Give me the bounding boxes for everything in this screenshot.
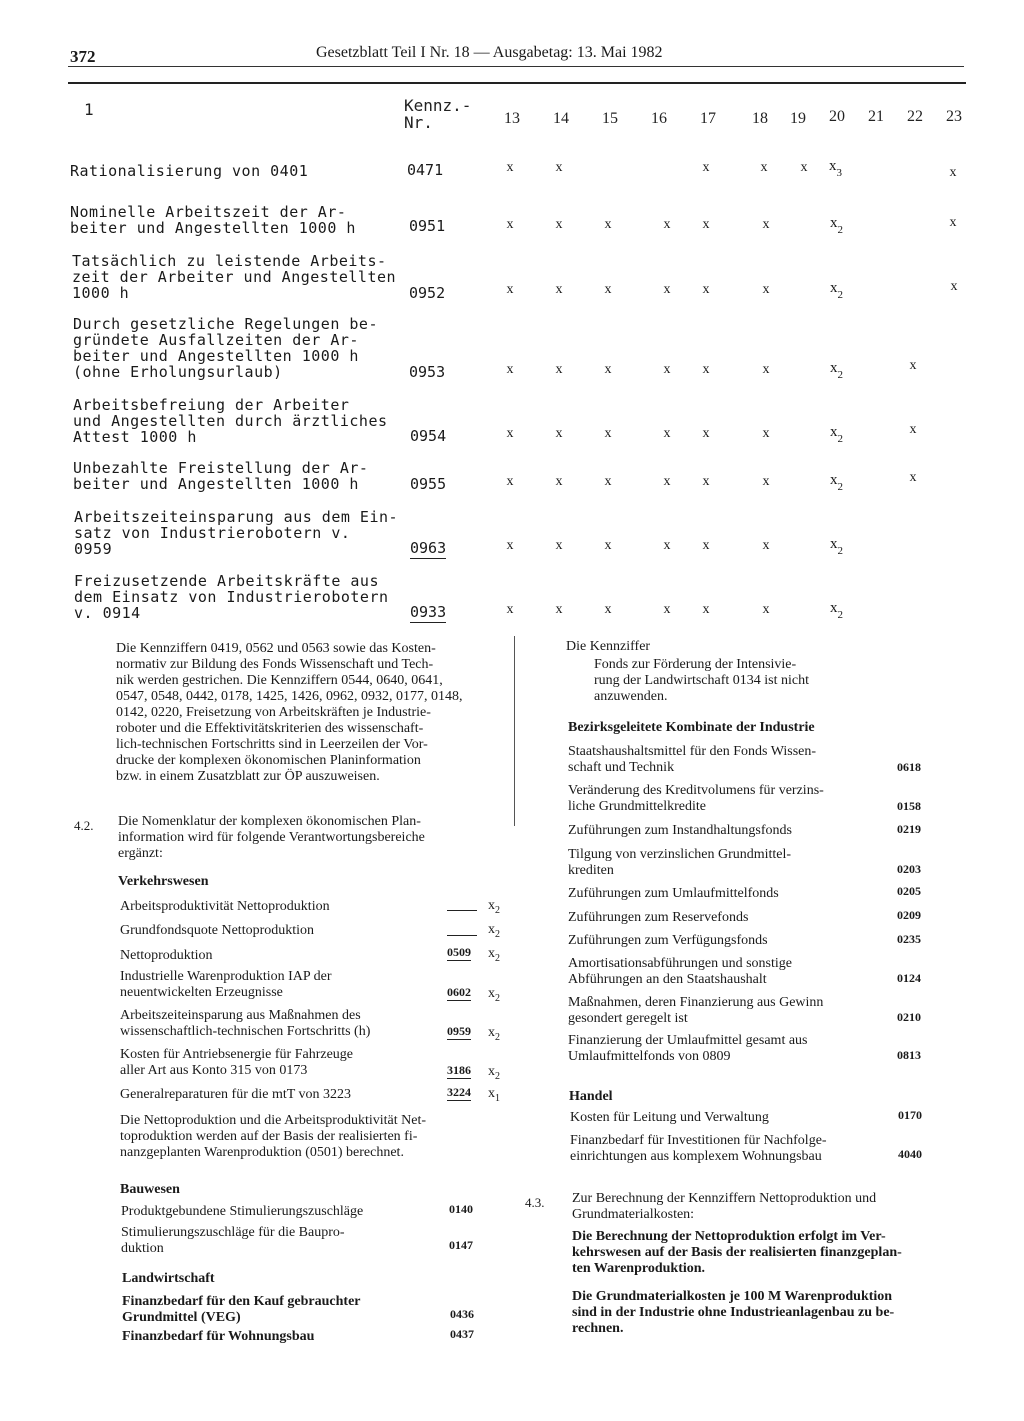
row-mark: x: [663, 217, 671, 232]
row-mark: x: [663, 602, 671, 617]
item-code: 0158: [897, 799, 921, 813]
row-label: Tatsächlich zu leistende Arbeits- zeit der Arbeiter und Angestellten 1000 h: [72, 252, 397, 302]
column-header-22: 22: [907, 108, 923, 125]
item-label: Stimulierungszuschläge für die Baupro- duktion: [121, 1225, 345, 1256]
item-label: Generalreparaturen für die mtT von 3223: [120, 1087, 352, 1102]
row-code: 0952: [409, 284, 446, 302]
row-mark: x: [702, 474, 710, 489]
row-mark: x: [506, 538, 514, 553]
row-mark: x: [909, 422, 917, 437]
item-code: 0437: [450, 1327, 474, 1341]
item-code: 3186: [447, 1063, 471, 1077]
item-label: Zuführungen zum Reservefonds: [568, 910, 749, 925]
row-mark: x: [506, 426, 514, 441]
kennziffer-title: Die Kennziffer: [566, 639, 651, 654]
row-mark: x: [506, 362, 514, 377]
empty-code-line: [447, 935, 477, 936]
row-mark-x2: $x_2$: [830, 600, 843, 621]
item-marker: $x_2$: [488, 1025, 500, 1043]
row-mark-x2: $x_2$: [830, 536, 843, 557]
row-mark: x: [604, 426, 612, 441]
item-code: 0209: [897, 908, 921, 922]
item-code: 0219: [897, 822, 921, 836]
column-header-kennz: Kennz.- Nr.: [404, 96, 472, 132]
row-mark: x: [506, 217, 514, 232]
item-label: Finanzierung der Umlaufmittel gesamt aus Umlaufmittelfonds von 0809: [568, 1033, 808, 1064]
item-label: Grundfondsquote Nettoproduktion: [120, 923, 315, 938]
row-mark: x: [604, 282, 612, 297]
item-code: 0203: [897, 862, 921, 876]
row-mark: x: [800, 160, 808, 175]
row-mark: x: [702, 160, 710, 175]
row-label: Rationalisierung von 0401: [70, 162, 309, 180]
paragraph-4-3-nettoproduktion: Die Berechnung der Nettoproduktion erfolgt im Ver- kehrswesen auf der Basis der realisierten finanzgeplan- ten Warenproduktion.: [572, 1229, 902, 1276]
intro-paragraph: Die Kennziffern 0419, 0562 und 0563 sowie das Kosten- normativ zur Bildung des Fonds Wissenschaft und Tech- nik werden gestrichen. Die Kennziffern 0544, 0640, 0641, 0547, 0548, 0442, 0178, 1425, 1426, 0962, 0932, 0177, 0148, 0142, 0220, Freisetzung von Arbeitskräften je Industrie- roboter und die Effektivitätskriterien des wissenschaft- lich-technischen Fortschritts sind in Leerzeilen der Vor- drucke der komplexen ökonomischen Planinformation bzw. in einem Zusatzblatt zur ÖP auszuweisen.: [116, 641, 463, 784]
item-label: Maßnahmen, deren Finanzierung aus Gewinn gesondert geregelt ist: [568, 995, 824, 1026]
table-top-rule: [68, 82, 966, 84]
row-mark: x: [949, 215, 957, 230]
row-mark: x: [555, 474, 563, 489]
row-mark: x: [702, 426, 710, 441]
header-rule: [68, 66, 964, 67]
column-header-16: 16: [651, 110, 667, 127]
column-header-21: 21: [868, 108, 884, 125]
paragraph-4-3-grundmaterialkosten: Die Grundmaterialkosten je 100 M Warenproduktion sind in der Industrie ohne Industrieanlagenbau zu be- rechnen.: [572, 1289, 895, 1336]
item-label: Zuführungen zum Verfügungsfonds: [568, 933, 768, 948]
item-code: 0170: [898, 1108, 922, 1122]
row-mark: x: [506, 160, 514, 175]
section-heading-bauwesen: Bauwesen: [120, 1182, 180, 1197]
column-header-1: 1: [84, 100, 94, 119]
row-mark: x: [604, 602, 612, 617]
row-mark: x: [949, 165, 957, 180]
item-code: 0813: [897, 1048, 921, 1062]
row-mark: x: [762, 474, 770, 489]
row-code: 0951: [409, 217, 446, 235]
row-mark: x: [909, 470, 917, 485]
section-heading-verkehrswesen: Verkehrswesen: [118, 874, 209, 889]
row-mark: x: [555, 602, 563, 617]
row-mark: x: [663, 362, 671, 377]
row-mark: x: [762, 538, 770, 553]
row-mark: x: [909, 358, 917, 373]
column-header-19: 19: [790, 110, 806, 127]
row-mark: x: [762, 362, 770, 377]
item-code: 0124: [897, 971, 921, 985]
item-label: Amortisationsabführungen und sonstige Abführungen an den Staatshaushalt: [568, 956, 792, 987]
verkehrswesen-note: Die Nettoproduktion und die Arbeitsproduktivität Net- toproduktion werden auf der Basis der realisierten fi- nanzgeplanten Warenproduktion (0501) berechnet.: [120, 1113, 427, 1160]
item-code: 0509: [447, 945, 471, 959]
row-label: Unbezahlte Freistellung der Ar- beiter und Angestellten 1000 h: [73, 459, 369, 493]
item-label: Produktgebundene Stimulierungszuschläge: [121, 1204, 364, 1219]
row-mark: x: [506, 282, 514, 297]
row-mark: x: [762, 282, 770, 297]
item-code: 0618: [897, 760, 921, 774]
item-label: Arbeitszeiteinsparung aus Maßnahmen des wissenschaftlich-technischen Fortschritts (h): [120, 1008, 371, 1039]
column-divider: [514, 636, 515, 826]
page-header-title: Gesetzblatt Teil I Nr. 18 — Ausgabetag: 13. Mai 1982: [316, 44, 663, 61]
column-header-14: 14: [553, 110, 569, 127]
row-mark: x: [702, 217, 710, 232]
row-code: 0963: [410, 539, 447, 557]
item-marker: $x_2$: [488, 946, 500, 964]
row-label: Nominelle Arbeitszeit der Ar- beiter und Angestellten 1000 h: [70, 203, 356, 237]
row-code: 0954: [410, 427, 447, 445]
item-marker: $x_1$: [488, 1086, 500, 1104]
row-code: 0471: [407, 161, 444, 179]
row-mark: x: [555, 160, 563, 175]
row-mark-x2: $x_2$: [830, 424, 843, 445]
row-label: Arbeitsbefreiung der Arbeiter und Angestellten durch ärztliches Attest 1000 h: [73, 396, 388, 446]
row-mark: x: [663, 538, 671, 553]
row-label: Durch gesetzliche Regelungen be- gründete Ausfallzeiten der Ar- beiter und Angestellten 1000 h (ohne Erholungsurlaub): [73, 315, 378, 381]
row-mark-x2: $x_2$: [830, 360, 843, 381]
item-code: 0140: [449, 1202, 473, 1216]
column-header-15: 15: [602, 110, 618, 127]
row-mark: x: [555, 362, 563, 377]
row-mark-x2: $x_2$: [830, 280, 843, 301]
row-label: Arbeitszeiteinsparung aus dem Ein- satz von Industrierobotern v. 0959: [74, 508, 399, 558]
item-code: 3224: [447, 1085, 471, 1099]
row-mark: x: [555, 282, 563, 297]
paragraph-4-2: Die Nomenklatur der komplexen ökonomischen Plan- information wird für folgende Verantwortungsbereiche ergänzt:: [118, 814, 425, 861]
item-label: Zuführungen zum Instandhaltungsfonds: [568, 823, 792, 838]
kennziffer-text: Fonds zur Förderung der Intensivie- rung der Landwirtschaft 0134 ist nicht anzuwenden.: [594, 657, 810, 704]
row-mark: x: [702, 538, 710, 553]
item-code: 0210: [897, 1010, 921, 1024]
row-mark: x: [604, 217, 612, 232]
section-heading-bezirk: Bezirksgeleitete Kombinate der Industrie: [568, 720, 815, 735]
row-mark: x: [555, 538, 563, 553]
column-header-20: 20: [829, 108, 845, 125]
row-mark-x2: $x_2$: [830, 472, 843, 493]
row-mark: x: [762, 602, 770, 617]
item-code: 0959: [447, 1024, 471, 1038]
row-mark: x: [760, 160, 768, 175]
paragraph-number: 4.3.: [525, 1195, 545, 1210]
row-mark: x: [604, 362, 612, 377]
row-mark: x: [702, 282, 710, 297]
row-mark: x: [506, 602, 514, 617]
row-mark: x: [663, 282, 671, 297]
row-label: Freizusetzende Arbeitskräfte aus dem Einsatz von Industrierobotern v. 0914: [74, 572, 389, 622]
column-header-13: 13: [504, 110, 520, 127]
item-label: Arbeitsproduktivität Nettoproduktion: [120, 899, 330, 914]
row-mark: x: [506, 474, 514, 489]
item-label: Staatshaushaltsmittel für den Fonds Wissen- schaft und Technik: [568, 744, 817, 775]
item-marker: $x_2$: [488, 986, 500, 1004]
section-heading-landwirtschaft: Landwirtschaft: [122, 1271, 215, 1286]
row-mark: x: [702, 362, 710, 377]
row-mark: x: [604, 474, 612, 489]
row-code: 0933: [410, 603, 447, 621]
column-header-23: 23: [946, 108, 962, 125]
item-code: 0602: [447, 985, 471, 999]
row-mark: x: [950, 279, 958, 294]
item-label: Kosten für Leitung und Verwaltung: [570, 1110, 769, 1125]
column-header-17: 17: [700, 110, 716, 127]
item-label: Zuführungen zum Umlaufmittelfonds: [568, 886, 779, 901]
item-code: 0436: [450, 1307, 474, 1321]
item-code: 0205: [897, 884, 921, 898]
column-header-18: 18: [752, 110, 768, 127]
item-label: Nettoproduktion: [120, 948, 213, 963]
item-marker: $x_2$: [488, 922, 500, 940]
item-code: 0147: [449, 1238, 473, 1252]
page-number: 372: [70, 47, 96, 66]
row-mark: x: [762, 217, 770, 232]
paragraph-4-3: Zur Berechnung der Kennziffern Nettoproduktion und Grundmaterialkosten:: [572, 1191, 877, 1222]
item-label: Tilgung von verzinslichen Grundmittel- krediten: [568, 847, 792, 878]
section-heading-handel: Handel: [569, 1089, 613, 1104]
item-marker: $x_2$: [488, 898, 500, 916]
row-mark: x: [663, 474, 671, 489]
item-marker: $x_2$: [488, 1064, 500, 1082]
row-mark-x2: $x_2$: [830, 215, 843, 236]
row-mark-x3: $x_3$: [829, 158, 842, 179]
item-label: Finanzbedarf für den Kauf gebrauchter Grundmittel (VEG): [122, 1294, 361, 1325]
item-code: 4040: [898, 1147, 922, 1161]
row-mark: x: [663, 426, 671, 441]
row-code: 0953: [409, 363, 446, 381]
item-label: Finanzbedarf für Wohnungsbau: [122, 1329, 315, 1344]
item-label: Kosten für Antriebsenergie für Fahrzeuge aller Art aus Konto 315 von 0173: [120, 1047, 353, 1078]
row-code: 0955: [410, 475, 447, 493]
empty-code-line: [447, 910, 477, 911]
item-label: Finanzbedarf für Investitionen für Nachfolge- einrichtungen aus komplexem Wohnungsbau: [570, 1133, 827, 1164]
row-mark: x: [762, 426, 770, 441]
row-mark: x: [604, 538, 612, 553]
row-mark: x: [555, 217, 563, 232]
row-mark: x: [555, 426, 563, 441]
item-code: 0235: [897, 932, 921, 946]
item-label: Industrielle Warenproduktion IAP der neuentwickelten Erzeugnisse: [120, 969, 332, 1000]
row-mark: x: [702, 602, 710, 617]
item-label: Veränderung des Kreditvolumens für verzins- liche Grundmittelkredite: [568, 783, 824, 814]
paragraph-number: 4.2.: [74, 818, 94, 833]
